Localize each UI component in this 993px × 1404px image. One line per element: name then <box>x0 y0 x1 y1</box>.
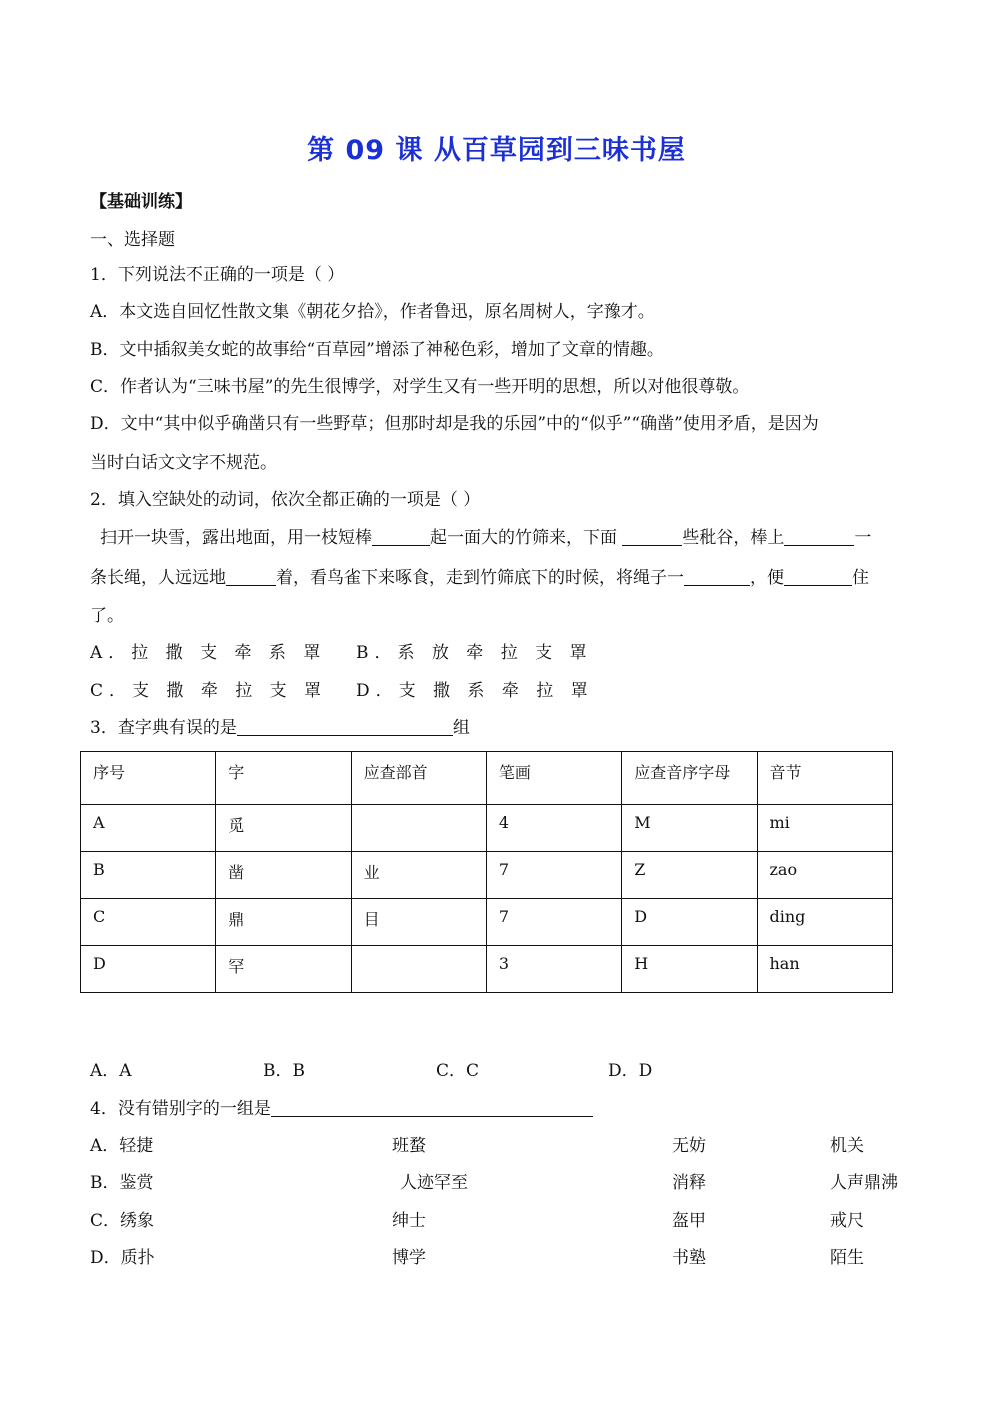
table-cell: C <box>81 899 216 946</box>
q2-text: 些秕谷，棒上 <box>682 528 785 548</box>
table-header-cell: 应查部首 <box>351 752 486 805</box>
table-header-cell: 音节 <box>757 752 893 805</box>
q2-option-d: D．支 撒 系 牵 拉 罩 <box>356 681 594 701</box>
q3-option-a: A．A <box>90 1061 132 1081</box>
q4-option-c-word: 戒尺 <box>830 1211 864 1231</box>
table-header-cell: 应查音序字母 <box>622 752 757 805</box>
q1-option-b: B．文中插叙美女蛇的故事给“百草园”增添了神秘色彩，增加了文章的情趣。 <box>90 340 664 360</box>
q2-option-c: C．支 撒 牵 拉 支 罩 <box>90 681 328 701</box>
q3-stem <box>90 716 470 740</box>
q3-option-c: C．C <box>436 1061 480 1081</box>
table-row <box>81 805 893 852</box>
table-cell: B <box>81 852 216 899</box>
part-heading: 一、选择题 <box>90 230 175 250</box>
table-cell: 罕 <box>216 946 351 993</box>
q2-passage-line2 <box>90 566 869 590</box>
table-cell: D <box>81 946 216 993</box>
q1-option-a: A．本文选自回忆性散文集《朝花夕拾》，作者鲁迅，原名周树人，字豫才。 <box>90 302 655 322</box>
section-heading: 【基础训练】 <box>90 192 192 212</box>
table-cell: Z <box>622 852 757 899</box>
table-cell: A <box>81 805 216 852</box>
table-cell: 7 <box>486 899 621 946</box>
q4-option-d: D．质扑 <box>90 1248 155 1268</box>
q2-option-a: A．拉 撒 支 牵 系 罩 <box>90 643 327 663</box>
table-row <box>81 946 893 993</box>
q3-text: 组 <box>452 718 470 738</box>
table-cell <box>351 946 486 993</box>
q1-option-d: D．文中“其中似乎确凿只有一些野草；但那时却是我的乐园”中的“似乎”“确凿”使用矛盾，是因为 <box>90 414 819 434</box>
q2-text: 着，看鸟雀下来啄食，走到竹筛底下的时候，将绳子一 <box>276 568 684 588</box>
q4-stem <box>90 1097 593 1121</box>
page-title: 第 09 课 从百草园到三味书屋 <box>307 135 686 166</box>
q4-option-c-word: 绅士 <box>392 1211 426 1231</box>
q4-option-d-word: 陌生 <box>830 1248 864 1268</box>
fill-blank <box>237 717 453 736</box>
table-row <box>81 852 893 899</box>
q2-text: ，便 <box>750 568 784 588</box>
q1-option-c: C．作者认为“三味书屋”的先生很博学，对学生又有一些开明的思想，所以对他很尊敬。 <box>90 377 750 397</box>
q2-stem: 2．填入空缺处的动词，依次全都正确的一项是（ ） <box>90 490 481 510</box>
table-cell: 业 <box>351 852 486 899</box>
q2-text: 条长绳，人远远地 <box>90 568 226 588</box>
table-header-cell: 字 <box>216 752 351 805</box>
table-cell: mi <box>757 805 893 852</box>
fill-blank <box>271 1098 593 1117</box>
q4-option-a-word: 无妨 <box>672 1136 706 1156</box>
q4-option-c-word: 盔甲 <box>672 1211 706 1231</box>
table-cell: 觅 <box>216 805 351 852</box>
q2-passage-line1 <box>100 526 871 550</box>
q3-option-b: B．B <box>263 1061 305 1081</box>
fill-blank <box>372 527 430 546</box>
q3-text: 3．查字典有误的是 <box>90 718 237 738</box>
table-cell: H <box>622 946 757 993</box>
fill-blank <box>784 527 854 546</box>
table-header-cell: 序号 <box>81 752 216 805</box>
fill-blank <box>684 567 750 586</box>
q4-option-a-word: 班蝥 <box>392 1136 426 1156</box>
q2-text: 扫开一块雪，露出地面，用一枝短棒 <box>100 528 372 548</box>
q4-option-b: B．鉴赏 <box>90 1173 154 1193</box>
fill-blank <box>622 527 682 546</box>
fill-blank <box>226 567 276 586</box>
table-header-row <box>81 752 893 805</box>
q1-option-d-continued: 当时白话文文字不规范。 <box>90 453 277 473</box>
q4-option-a: A．轻捷 <box>90 1136 154 1156</box>
table-cell <box>351 805 486 852</box>
table-cell: zao <box>757 852 893 899</box>
table-cell: 7 <box>486 852 621 899</box>
fill-blank <box>784 567 852 586</box>
table-cell: ding <box>757 899 893 946</box>
q4-option-d-word: 书塾 <box>672 1248 706 1268</box>
table-cell: 目 <box>351 899 486 946</box>
table-cell: M <box>622 805 757 852</box>
q4-option-d-word: 博学 <box>392 1248 426 1268</box>
q2-text: 住 <box>852 568 869 588</box>
q3-option-d: D．D <box>608 1061 653 1081</box>
q2-text: 起一面大的竹筛来，下面 <box>430 528 623 548</box>
q4-option-c: C．绣象 <box>90 1211 155 1231</box>
q2-option-b: B．系 放 牵 拉 支 罩 <box>356 643 593 663</box>
q4-text: 4．没有错别字的一组是 <box>90 1099 271 1119</box>
q2-passage-line3: 了。 <box>90 606 124 626</box>
dictionary-table <box>80 751 893 993</box>
table-cell: 3 <box>486 946 621 993</box>
table-row <box>81 899 893 946</box>
table-cell: 凿 <box>216 852 351 899</box>
table-cell: D <box>622 899 757 946</box>
table-cell: han <box>757 946 893 993</box>
table-header-cell: 笔画 <box>486 752 621 805</box>
q2-text: 一 <box>854 528 872 548</box>
q4-option-a-word: 机关 <box>830 1136 864 1156</box>
q4-option-b-word: 消释 <box>672 1173 706 1193</box>
table-cell: 鼎 <box>216 899 351 946</box>
table-cell: 4 <box>486 805 621 852</box>
q1-stem: 1．下列说法不正确的一项是（ ） <box>90 265 345 285</box>
q4-option-b-word: 人迹罕至 <box>400 1173 468 1193</box>
q4-option-b-word: 人声鼎沸 <box>830 1173 898 1193</box>
